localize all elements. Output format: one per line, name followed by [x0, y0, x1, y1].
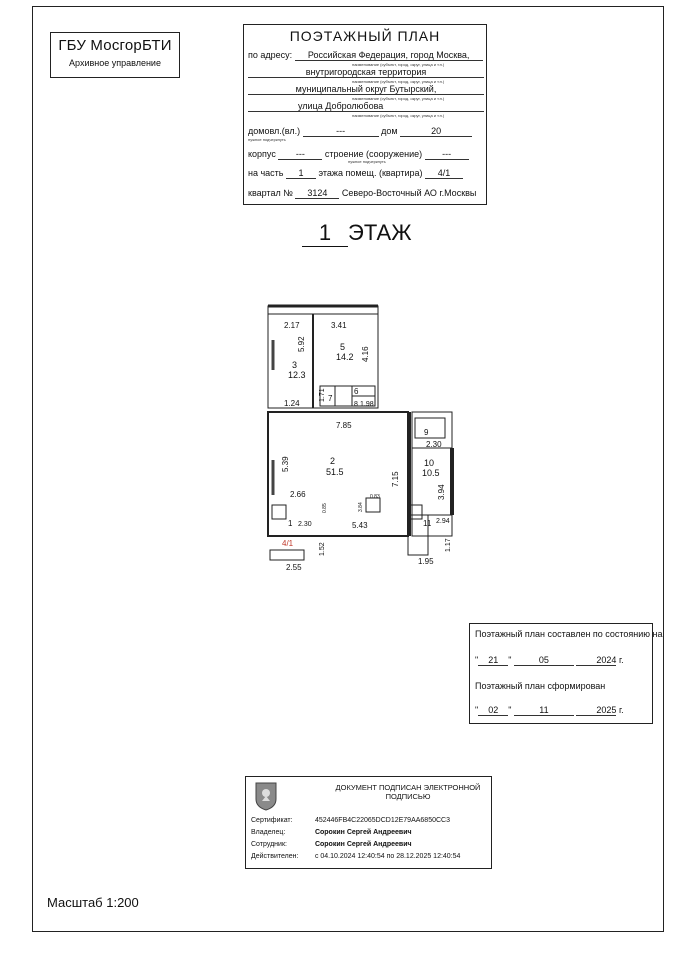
room-11-number: 11 [423, 519, 432, 528]
dim-1-95: 1.95 [418, 557, 434, 566]
korpus-value: --- [278, 149, 322, 160]
dim-2-66: 2.66 [290, 490, 306, 499]
room-1-number: 1 [288, 519, 293, 528]
date2-day: 02 [478, 705, 508, 716]
address-line-3: муниципальный округ Бутырский, [248, 84, 484, 95]
org-name: ГБУ МосгорБТИ [58, 37, 172, 54]
date2-month: 11 [514, 705, 574, 716]
dim-4-16: 4.16 [361, 346, 370, 362]
valid-value: с 04.10.2024 12:40:54 по 28.12.2025 12:40:54 [314, 853, 461, 860]
address-hint-3: наименование (субъект, город, округ, улица и т.п.) [352, 96, 445, 101]
column [366, 498, 380, 512]
dim-1-52: 1.52 [319, 542, 326, 556]
e-signature-stamp [245, 776, 492, 869]
address-hint-2: наименование (субъект, город, округ, улица и т.п.) [352, 79, 445, 84]
etazh-label: этажа помещ. (квартира) [318, 168, 423, 178]
dim-2-17: 2.17 [284, 321, 300, 330]
employee-label: Сотрудник: [251, 841, 287, 848]
dim-5-92: 5.92 [297, 336, 306, 352]
valid-label: Действителен: [251, 853, 299, 860]
org-stamp [50, 32, 180, 78]
dim-1-17: 1.17 [445, 538, 452, 552]
date-line-1: Поэтажный план составлен по состоянию на [475, 629, 663, 639]
domovl-value: --- [303, 126, 379, 137]
owner-value: Сорокин Сергей Андреевич [314, 829, 412, 836]
date1-suffix: г. [618, 655, 624, 665]
dim-7-15: 7.15 [391, 471, 400, 487]
dim-2-30-right: 2.30 [426, 440, 442, 449]
room-3-area: 12.3 [288, 370, 306, 380]
dim-0-83: 0.83 [370, 494, 380, 500]
room-6-number: 6 [354, 387, 359, 396]
dim-2-30-left: 2.30 [298, 521, 312, 528]
room-9-box [415, 418, 445, 438]
room-10-area: 10.5 [422, 468, 440, 478]
dom-label: дом [381, 126, 398, 136]
domovl-label: домовл.(вл.) [248, 126, 301, 136]
floor-plan-drawing [240, 300, 470, 575]
date1-month: 05 [514, 655, 574, 666]
floor-number: 1 [302, 220, 348, 247]
stroenie-value: --- [425, 149, 469, 160]
dim-3-94: 3.94 [437, 484, 446, 500]
dim-5-39: 5.39 [281, 456, 290, 472]
dom-value: 20 [400, 126, 472, 137]
org-subtitle: Архивное управление [69, 58, 161, 68]
dim-2-55: 2.55 [286, 563, 302, 572]
address-hint-1: наименование (субъект, город, округ, улица и т.п.) [352, 62, 445, 67]
stroenie-hint: нужное подчеркнуть [348, 159, 386, 164]
address-line-1: Российская Федерация, город Москва, [295, 50, 483, 61]
okrug-value: Северо-Восточный АО г.Москвы [341, 188, 477, 198]
etazh-value: 4/1 [425, 168, 463, 179]
kvartal-label: квартал № [248, 188, 293, 198]
room-5-number: 5 [340, 342, 346, 352]
date1-year: 2024 [576, 655, 616, 666]
address-label: по адресу: [248, 50, 293, 60]
dim-0-85: 0.85 [322, 503, 328, 513]
owner-label: Владелец: [251, 829, 286, 836]
room-10-number: 10 [424, 458, 435, 468]
part-label: на часть [248, 168, 284, 178]
dim-1-98: 1.98 [360, 401, 374, 408]
dim-3-41: 3.41 [331, 321, 347, 330]
dim-5-43: 5.43 [352, 521, 368, 530]
kvartal-value: 3124 [295, 188, 339, 199]
date-line-2: Поэтажный план сформирован [475, 681, 606, 691]
date1-day: 21 [478, 655, 508, 666]
room-2-number: 2 [330, 456, 336, 466]
dim-7-85: 7.85 [336, 421, 352, 430]
address-line-4: улица Добролюбова [248, 101, 484, 112]
scale-label: Масштаб 1:200 [47, 895, 139, 910]
signature-title: ДОКУМЕНТ ПОДПИСАН ЭЛЕКТРОННОЙ ПОДПИСЬЮ [335, 783, 481, 801]
moscow-coat-of-arms-icon [254, 781, 278, 811]
room-9-number: 9 [424, 428, 429, 437]
employee-value: Сорокин Сергей Андреевич [314, 841, 412, 848]
date2-year: 2025 [576, 705, 616, 716]
floor-plan-header [243, 24, 487, 205]
room-8-number: 8 [354, 401, 358, 408]
apartment-marker: 4/1 [282, 539, 294, 548]
floor-title [302, 220, 412, 247]
pilaster-left [272, 505, 286, 519]
entrance-porch [270, 550, 304, 560]
address-hint-4: наименование (субъект, город, округ, улица и т.п.) [352, 113, 445, 118]
address-line-2: внутригородская территория [248, 67, 484, 78]
room-5-area: 14.2 [336, 352, 354, 362]
room-7-number: 7 [328, 394, 333, 403]
dim-2-94: 2.94 [436, 518, 450, 525]
domovl-hint: нужное подчеркнуть [248, 137, 286, 142]
cert-value: 452446FB4C22065DCD12E79AA6850CC3 [314, 817, 450, 824]
room-2-area: 51.5 [326, 467, 344, 477]
room-3-number: 3 [292, 360, 298, 370]
floor-label: ЭТАЖ [348, 220, 412, 245]
dim-1-24: 1.24 [284, 399, 300, 408]
date-box: Поэтажный план составлен по состоянию на " 21 " 05 2024 г. Поэтажный план сформирован " 02 " 11 2025 г. [469, 623, 653, 724]
header-title: ПОЭТАЖНЫЙ ПЛАН [289, 28, 441, 44]
part-value: 1 [286, 168, 316, 179]
date2-suffix: г. [618, 705, 624, 715]
dim-3-84: 3.84 [358, 502, 364, 512]
korpus-label: корпус [248, 149, 276, 159]
cert-label: Сертификат: [251, 817, 293, 824]
stroenie-label: строение (сооружение) [324, 149, 423, 159]
dim-1-71: 1.71 [319, 388, 326, 402]
